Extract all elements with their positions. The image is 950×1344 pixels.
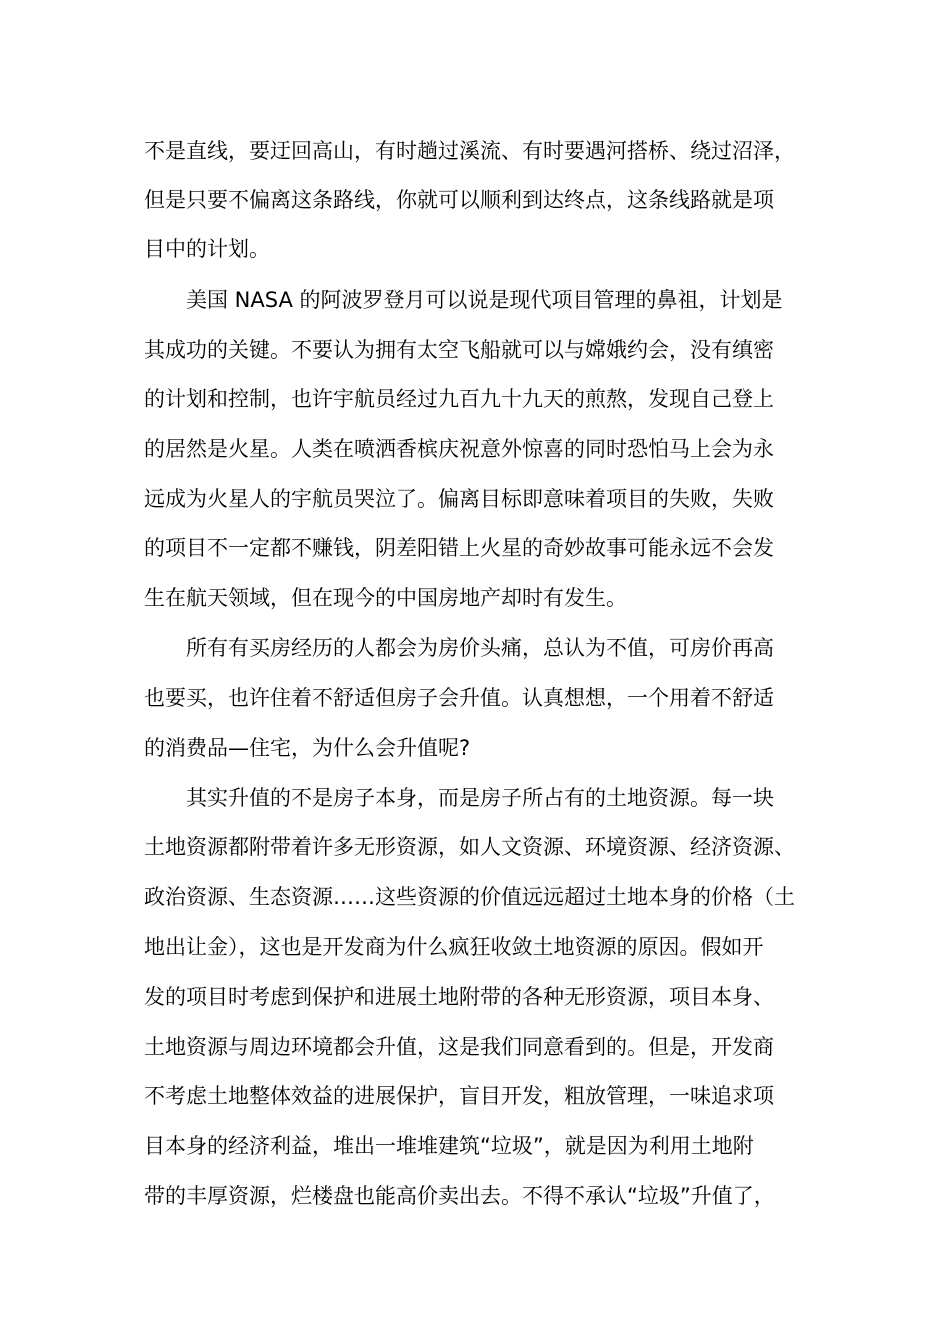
text-line: 发的项目时考虑到保护和进展土地附带的各种无形资源，项目本身、 (144, 985, 774, 1009)
text-line: 的居然是火星。人类在喷洒香槟庆祝意外惊喜的同时恐怕马上会为永 (144, 437, 774, 461)
text-line: 政治资源、生态资源……这些资源的价值远远超过土地本身的价格（土 (144, 885, 795, 909)
paragraph-first-line: 美国 NASA 的阿波罗登月可以说是现代项目管理的鼻祖，计划是 (186, 288, 783, 312)
text-line: 带的丰厚资源，烂楼盘也能高价卖出去。不得不承认“垃圾”升值了， (144, 1184, 775, 1208)
text-line: 目本身的经济利益，堆出一堆堆建筑“垃圾”，就是因为利用土地附 (144, 1134, 754, 1158)
text-line: 但是只要不偏离这条路线，你就可以顺利到达终点，这条线路就是项 (144, 188, 774, 212)
paragraph-first-line: 所有有买房经历的人都会为房价头痛，总认为不值，可房价再高 (186, 636, 774, 660)
text-line: 不考虑土地整体效益的进展保护，盲目开发，粗放管理，一味追求项 (144, 1084, 774, 1108)
text-line: 也要买，也许住着不舒适但房子会升值。认真想想，一个用着不舒适 (144, 686, 774, 710)
text-line: 的计划和控制，也许宇航员经过九百九十九天的煎熬，发现自己登上 (144, 387, 774, 411)
text-line: 的消费品—住宅，为什么会升值呢? (144, 736, 471, 760)
text-line: 不是直线，要迂回高山，有时趟过溪流、有时要遇河搭桥、绕过沼泽， (144, 139, 795, 163)
text-line: 远成为火星人的宇航员哭泣了。偏离目标即意味着项目的失败，失败 (144, 487, 774, 511)
text-line: 其成功的关键。不要认为拥有太空飞船就可以与嫦娥约会，没有缜密 (144, 338, 774, 362)
text-line: 土地资源都附带着许多无形资源，如人文资源、环境资源、经济资源、 (144, 835, 795, 859)
text-line: 地出让金），这也是开发商为什么疯狂收敛土地资源的原因。假如开 (144, 935, 764, 959)
text-line: 生在航天领域，但在现今的中国房地产却时有发生。 (144, 586, 627, 610)
text-line: 土地资源与周边环境都会升值，这是我们同意看到的。但是，开发商 (144, 1035, 774, 1059)
paragraph-first-line: 其实升值的不是房子本身，而是房子所占有的土地资源。每一块 (186, 786, 774, 810)
text-line: 目中的计划。 (144, 237, 270, 261)
text-line: 的项目不一定都不赚钱，阴差阳错上火星的奇妙故事可能永远不会发 (144, 536, 774, 560)
